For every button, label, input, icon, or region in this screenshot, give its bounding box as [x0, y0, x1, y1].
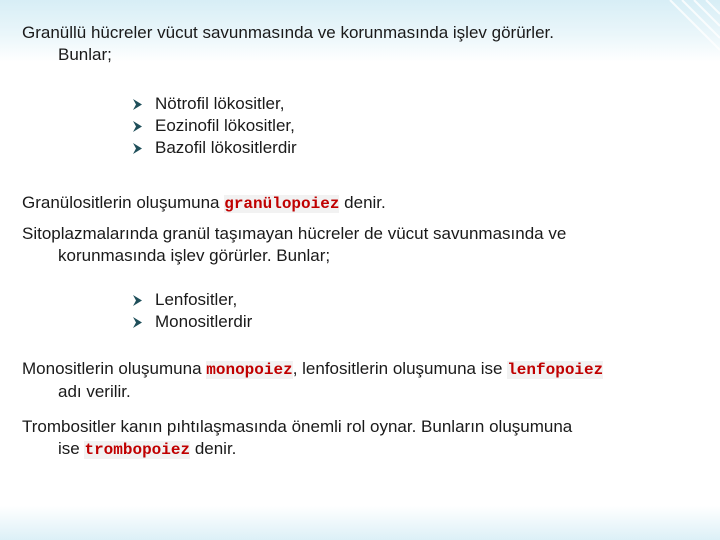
mono-line-2: adı verilir. — [58, 382, 131, 401]
arrow-bullet-icon — [132, 317, 143, 328]
list-item-label: Monositlerdir — [155, 312, 253, 331]
thrombo-paragraph — [22, 416, 702, 461]
text-segment: Granülositlerin oluşumuna — [22, 193, 225, 212]
granulopoiesis-paragraph — [22, 192, 702, 215]
list-item — [132, 289, 252, 311]
term-granulopoiez: granülopoiez — [224, 195, 340, 213]
list-item-label: Bazofil lökositlerdir — [155, 138, 297, 157]
intro-line-2: Bunlar; — [58, 45, 112, 64]
agranular-paragraph — [22, 223, 702, 267]
agranular-line-2: korunmasında işlev görürler. Bunlar; — [58, 246, 331, 265]
agranulocyte-list — [132, 289, 252, 333]
text-segment: Monositlerin oluşumuna — [22, 359, 207, 378]
text-segment: , lenfositlerin oluşumuna ise — [292, 359, 508, 378]
arrow-bullet-icon — [132, 295, 143, 306]
intro-paragraph — [22, 22, 702, 66]
list-item-label: Nötrofil lökositler, — [155, 94, 285, 113]
thrombo-line-2 — [22, 438, 702, 461]
list-item — [132, 137, 297, 159]
list-item — [132, 311, 252, 333]
arrow-bullet-icon — [132, 143, 143, 154]
text-segment: denir. — [339, 193, 386, 212]
list-item-label: Lenfositler, — [155, 290, 238, 309]
list-item — [132, 115, 297, 137]
thrombo-line-1: Trombositler kanın pıhtılaşmasında önemli rol oynar. Bunların oluşumuna — [22, 417, 573, 436]
term-monopoiez: monopoiez — [206, 361, 293, 379]
term-trombopoiez: trombopoiez — [84, 441, 191, 459]
agranular-line-1: Sitoplazmalarında granül taşımayan hücreler de vücut savunmasında ve — [22, 224, 567, 243]
list-item — [132, 93, 297, 115]
term-lenfopoiez: lenfopoiez — [507, 361, 604, 379]
text-segment: denir. — [190, 439, 237, 458]
arrow-bullet-icon — [132, 99, 143, 110]
text-segment: ise — [58, 439, 85, 458]
arrow-bullet-icon — [132, 121, 143, 132]
granulocyte-list — [132, 93, 297, 159]
mono-paragraph — [22, 358, 702, 403]
list-item-label: Eozinofil lökositler, — [155, 116, 295, 135]
intro-line-1: Granüllü hücreler vücut savunmasında ve korunmasında işlev görürler. — [22, 23, 554, 42]
